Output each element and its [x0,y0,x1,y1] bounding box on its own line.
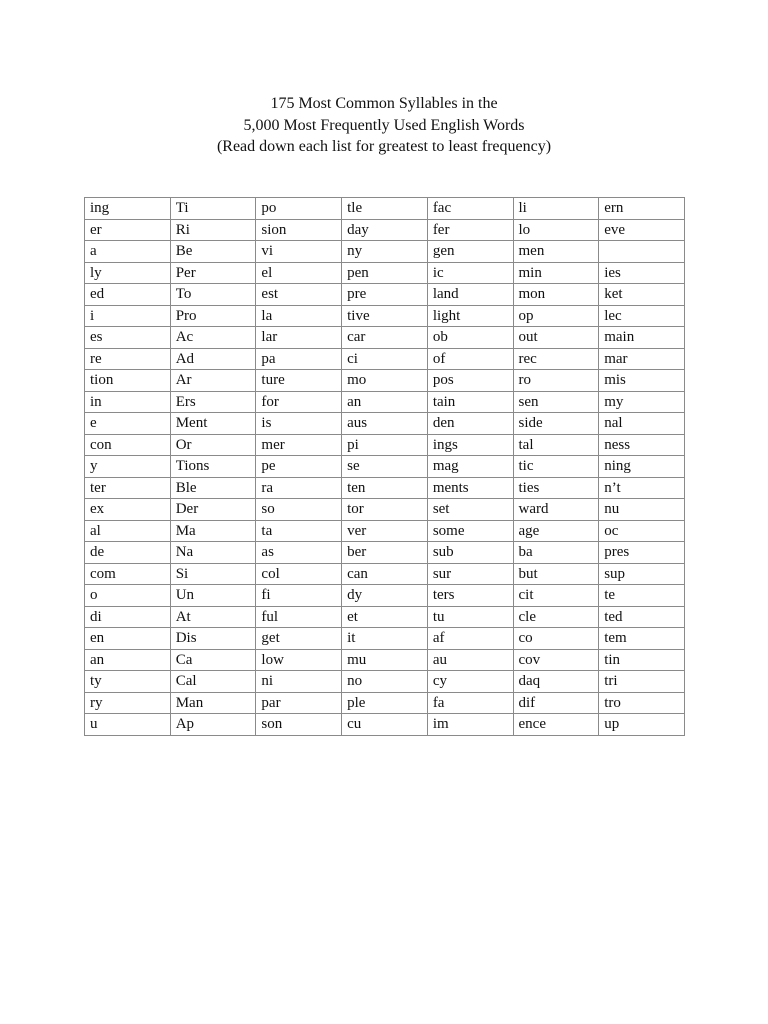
syllable-cell: ic [427,262,513,284]
syllable-cell: mo [342,370,428,392]
syllable-cell: Ad [170,348,256,370]
syllable-cell: as [256,542,342,564]
syllable-cell: Ti [170,198,256,220]
syllable-cell: et [342,606,428,628]
table-row [85,305,685,327]
table-row [85,391,685,413]
syllable-cell: ward [513,499,599,521]
table-row [85,477,685,499]
table-row [85,348,685,370]
syllable-cell: n’t [599,477,685,499]
syllable-cell: Ca [170,649,256,671]
syllable-cell: min [513,262,599,284]
table-row [85,692,685,714]
syllable-cell: an [85,649,171,671]
syllable-cell: Ar [170,370,256,392]
syllable-cell: tem [599,628,685,650]
table-row [85,198,685,220]
table-row [85,606,685,628]
syllable-cell: ing [85,198,171,220]
syllable-cell: rec [513,348,599,370]
syllable-cell: At [170,606,256,628]
syllable-cell: Der [170,499,256,521]
syllable-cell: po [256,198,342,220]
syllable-cell: my [599,391,685,413]
syllable-cell: ny [342,241,428,263]
syllable-cell: ple [342,692,428,714]
syllable-cell: lec [599,305,685,327]
table-row [85,520,685,542]
table-row [85,563,685,585]
syllable-cell: sen [513,391,599,413]
syllable-cell: dy [342,585,428,607]
syllable-cell: Ers [170,391,256,413]
syllable-cell: mer [256,434,342,456]
syllable-cell: nu [599,499,685,521]
syllable-cell: ful [256,606,342,628]
syllable-cell: ni [256,671,342,693]
syllable-cell: co [513,628,599,650]
syllable-cell: ed [85,284,171,306]
syllable-cell: ex [85,499,171,521]
syllable-cell: tain [427,391,513,413]
syllable-cell: tu [427,606,513,628]
syllable-cell: To [170,284,256,306]
syllable-cell: men [513,241,599,263]
syllable-cell: Ac [170,327,256,349]
syllable-cell: daq [513,671,599,693]
syllable-cell: Ble [170,477,256,499]
syllable-cell: li [513,198,599,220]
syllable-cell: ted [599,606,685,628]
syllable-cell: car [342,327,428,349]
syllable-cell: u [85,714,171,736]
syllable-cell: e [85,413,171,435]
syllable-cell: pi [342,434,428,456]
syllable-cell: ten [342,477,428,499]
syllable-cell: ra [256,477,342,499]
syllable-cell: sur [427,563,513,585]
syllable-cell: Man [170,692,256,714]
syllable-cell: in [85,391,171,413]
title-line-3: (Read down each list for greatest to least frequency) [216,138,552,155]
syllable-cell: it [342,628,428,650]
syllable-cell: some [427,520,513,542]
syllable-cell: pa [256,348,342,370]
syllable-cell: cit [513,585,599,607]
syllable-cell: ver [342,520,428,542]
syllable-cell: eve [599,219,685,241]
syllable-cell: mu [342,649,428,671]
syllable-cell: an [342,391,428,413]
syllable-cell: oc [599,520,685,542]
syllable-cell: for [256,391,342,413]
syllable-cell: ta [256,520,342,542]
table-row [85,628,685,650]
syllable-cell: Cal [170,671,256,693]
syllable-cell: Per [170,262,256,284]
syllable-cell: tin [599,649,685,671]
syllable-cell: dif [513,692,599,714]
syllable-cell: Pro [170,305,256,327]
syllable-cell: sup [599,563,685,585]
syllable-cell: Si [170,563,256,585]
syllable-cell: ba [513,542,599,564]
syllable-cell: ties [513,477,599,499]
syllable-cell: col [256,563,342,585]
table-row [85,370,685,392]
syllable-table [84,197,685,736]
syllable-cell: side [513,413,599,435]
syllable-cell: fac [427,198,513,220]
syllable-cell: al [85,520,171,542]
syllable-cell: sub [427,542,513,564]
syllable-cell: son [256,714,342,736]
syllable-cell: set [427,499,513,521]
syllable-cell: age [513,520,599,542]
table-row [85,327,685,349]
syllable-cell: Ap [170,714,256,736]
syllable-cell: ments [427,477,513,499]
syllable-cell: pen [342,262,428,284]
syllable-cell: ly [85,262,171,284]
syllable-cell: mon [513,284,599,306]
syllable-cell: Ma [170,520,256,542]
syllable-cell: im [427,714,513,736]
table-row [85,413,685,435]
title-line-1: 175 Most Common Syllables in the [270,95,498,112]
syllable-cell: ings [427,434,513,456]
syllable-cell: par [256,692,342,714]
syllable-cell: cle [513,606,599,628]
syllable-cell: com [85,563,171,585]
syllable-cell: out [513,327,599,349]
syllable-cell: ture [256,370,342,392]
syllable-cell: mis [599,370,685,392]
syllable-cell: ty [85,671,171,693]
syllable-cell: es [85,327,171,349]
syllable-cell: Be [170,241,256,263]
syllable-cell: gen [427,241,513,263]
syllable-cell: ness [599,434,685,456]
syllable-cell: ters [427,585,513,607]
syllable-cell: but [513,563,599,585]
title-line-2: 5,000 Most Frequently Used English Words [243,116,525,134]
syllable-cell: lo [513,219,599,241]
syllable-cell: so [256,499,342,521]
syllable-cell: di [85,606,171,628]
syllable-cell: Ri [170,219,256,241]
syllable-cell: up [599,714,685,736]
syllable-cell: ob [427,327,513,349]
syllable-cell: get [256,628,342,650]
syllable-cell: o [85,585,171,607]
syllable-cell: mag [427,456,513,478]
syllable-cell: tle [342,198,428,220]
table-row [85,585,685,607]
table-row [85,262,685,284]
syllable-cell: lar [256,327,342,349]
syllable-cell: mar [599,348,685,370]
syllable-cell: ry [85,692,171,714]
syllable-cell: Un [170,585,256,607]
syllable-cell: cy [427,671,513,693]
table-row [85,284,685,306]
syllable-cell: ber [342,542,428,564]
syllable-cell: Or [170,434,256,456]
syllable-cell: est [256,284,342,306]
syllable-cell: de [85,542,171,564]
syllable-cell: a [85,241,171,263]
table-row [85,241,685,263]
syllable-cell: pos [427,370,513,392]
syllable-cell: ro [513,370,599,392]
syllable-cell: en [85,628,171,650]
syllable-cell: tor [342,499,428,521]
syllable-cell: nal [599,413,685,435]
syllable-cell: pe [256,456,342,478]
syllable-cell: el [256,262,342,284]
syllable-cell: day [342,219,428,241]
table-row [85,671,685,693]
syllable-cell: ket [599,284,685,306]
syllable-cell: te [599,585,685,607]
syllable-cell: cov [513,649,599,671]
syllable-cell: aus [342,413,428,435]
syllable-cell: se [342,456,428,478]
syllable-cell: ence [513,714,599,736]
syllable-cell: pres [599,542,685,564]
syllable-cell: of [427,348,513,370]
syllable-cell: land [427,284,513,306]
syllable-cell: tic [513,456,599,478]
syllable-cell: Na [170,542,256,564]
syllable-cell: is [256,413,342,435]
syllable-cell: Tions [170,456,256,478]
syllable-cell: sion [256,219,342,241]
syllable-cell: op [513,305,599,327]
syllable-cell: af [427,628,513,650]
syllable-cell: con [85,434,171,456]
syllable-cell: tive [342,305,428,327]
syllable-cell: pre [342,284,428,306]
syllable-cell: fa [427,692,513,714]
syllable-cell: no [342,671,428,693]
syllable-cell: low [256,649,342,671]
table-row [85,649,685,671]
syllable-cell: ter [85,477,171,499]
syllable-cell: main [599,327,685,349]
syllable-cell: vi [256,241,342,263]
table-row [85,714,685,736]
syllable-cell [599,241,685,263]
syllable-cell: Dis [170,628,256,650]
syllable-cell: ern [599,198,685,220]
syllable-cell: ies [599,262,685,284]
syllable-cell: i [85,305,171,327]
syllable-cell: au [427,649,513,671]
syllable-cell: la [256,305,342,327]
syllable-cell: tri [599,671,685,693]
syllable-cell: y [85,456,171,478]
table-row [85,434,685,456]
syllable-cell: den [427,413,513,435]
document-title [0,93,768,158]
syllable-cell: tro [599,692,685,714]
table-row [85,499,685,521]
syllable-cell: tion [85,370,171,392]
syllable-cell: fi [256,585,342,607]
syllable-cell: can [342,563,428,585]
table-row [85,219,685,241]
syllable-cell: re [85,348,171,370]
syllable-cell: cu [342,714,428,736]
syllable-cell: ci [342,348,428,370]
table-row [85,456,685,478]
syllable-cell: light [427,305,513,327]
table-row [85,542,685,564]
syllable-cell: er [85,219,171,241]
syllable-cell: ning [599,456,685,478]
syllable-cell: Ment [170,413,256,435]
syllable-cell: tal [513,434,599,456]
syllable-cell: fer [427,219,513,241]
